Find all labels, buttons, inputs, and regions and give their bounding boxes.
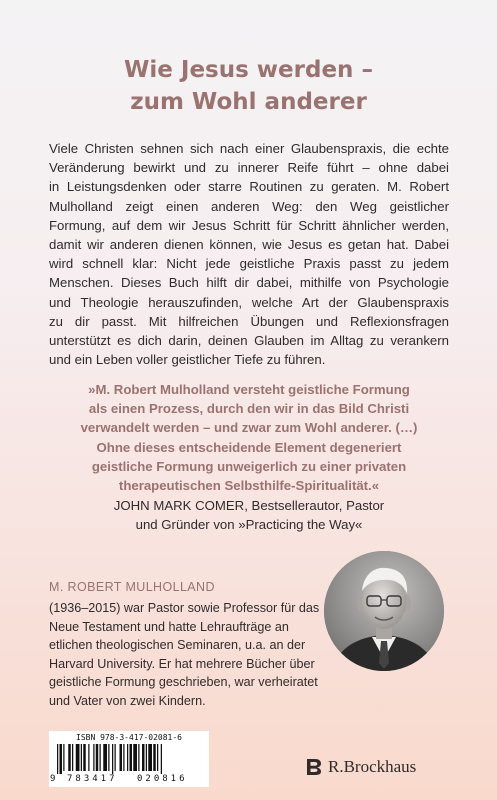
headline [0, 54, 497, 118]
blurb-line: und ein Leben voller geistlicher Tiefe zu führen. [49, 352, 326, 368]
attribution-line: JOHN MARK COMER, Bestsellerautor, Pastor [113, 498, 385, 513]
bio-line: (1936–2015) war Pastor sowie Professor für das [49, 601, 320, 615]
barcode-bar [76, 744, 80, 771]
barcode-bar [60, 744, 63, 774]
barcode-bar [148, 744, 152, 771]
barcode-bar [130, 744, 133, 771]
publisher-name: R.Brockhaus [328, 757, 417, 776]
barcode-bar [138, 744, 139, 771]
barcode-bar [153, 744, 156, 771]
barcode-bar [88, 744, 89, 771]
attribution-line: und Gründer von »Practicing the Way« [135, 517, 363, 533]
quote-line: therapeutischen Selbsthilfe-Spiritualität.« [118, 478, 380, 494]
author-bio [49, 599, 319, 711]
ean-digits [49, 774, 209, 786]
blurb-line: unterstützt es dich darin, deinen Glauben im Alltag zu verankern [49, 333, 449, 349]
blurb-line: Viele Christen sehnen sich nach einer Glaubenspraxis, die echte [49, 141, 449, 156]
blurb-line: zu dir passt. Mit hilfreichen Übungen und Reflexionsfragen [49, 313, 449, 329]
barcode-bar [161, 744, 162, 774]
barcode [49, 731, 209, 787]
quote-line: geistliche Formung unweigerlich zu einer privaten [91, 458, 407, 474]
author-portrait [324, 551, 444, 671]
barcode-bar [63, 744, 64, 771]
blurb-line: Formung, auf dem wir Jesus Schritt für Schritt ähnlicher werden, [49, 217, 449, 233]
barcode-bar [72, 744, 73, 771]
ean-right-digits: 020816 [137, 774, 188, 784]
blurb-text [49, 139, 449, 369]
barcode-bar [68, 744, 71, 771]
quote-line: »M. Robert Mulholland versteht geistliche Formung [88, 382, 410, 397]
blurb-line: Veränderung bewirkt und zu innerer Reife führt – ohne dabei [49, 160, 449, 176]
barcode-bar [108, 744, 109, 771]
quote-line: als einen Prozess, durch den wir in das Bild Christi [88, 401, 410, 417]
blurb-line: Mulholland zeigt einen anderen Weg: den Weg geistlicher [49, 198, 449, 214]
barcode-bar [123, 744, 124, 771]
quote-line: Ohne dieses entscheidende Element degeneriert [96, 439, 402, 455]
barcode-bar [120, 744, 123, 771]
blurb-line: Menschen. Dieses Buch hilft dir dabei, mithilfe von Psychologie [49, 275, 449, 291]
blurb-line: in Leistungsdenken oder starre Routinen zu geraten. M. Robert [49, 179, 449, 195]
bio-line: Harvard University. Er hat mehrere Bücher über [49, 656, 315, 671]
author-name: M. ROBERT MULHOLLAND [49, 580, 215, 594]
barcode-bars [55, 744, 203, 774]
bio-line: und Vater von zwei Kindern. [49, 693, 206, 708]
endorsement-quote [49, 380, 449, 495]
blurb-line: und Theologie herauszufinden, welche Art der Glaubenspraxis [49, 294, 449, 310]
author-photo-image [324, 551, 444, 671]
barcode-bar [103, 744, 107, 771]
ean-first-digit: 9 [50, 774, 56, 784]
ean-left-digits: 783417 [67, 774, 118, 784]
barcode-bar [83, 744, 86, 771]
barcode-bar [142, 744, 145, 771]
blurb-line: damit wir anderen dienen können, wie Jesus es getan hat. Dabei [49, 237, 449, 253]
barcode-bar [112, 744, 113, 774]
bio-line: etlichen theologischen Seminaren, u.a. an der [49, 638, 306, 653]
endorsement-attribution [49, 496, 449, 534]
barcode-bar [93, 744, 94, 771]
r-brockhaus-logo-icon [305, 758, 323, 776]
quote-line: verwandelt werden – und zwar zum Wohl anderer. (…) [80, 420, 418, 436]
barcode-bar [81, 744, 82, 771]
barcode-bar [127, 744, 128, 771]
barcode-bar [115, 744, 116, 771]
blurb-line: wird schnell klar: Nicht jede geistliche Praxis passt zu jedem [49, 256, 449, 272]
publisher-mark [305, 755, 416, 779]
barcode-bar [96, 744, 99, 771]
headline-line-1: Wie Jesus werden – [124, 57, 373, 83]
bio-line: Neue Testament und hatte Lehraufträge an [49, 619, 289, 634]
headline-line-2: zum Wohl anderer [130, 89, 367, 115]
barcode-bar [100, 744, 101, 771]
bio-line: geistliche Formung geschrieben, war verheiratet [49, 675, 318, 690]
barcode-bar [157, 744, 158, 771]
barcode-bar [133, 744, 137, 771]
isbn-number: ISBN 978-3-417-02081-6 [76, 733, 182, 742]
barcode-bar [146, 744, 147, 771]
barcode-bar [57, 744, 58, 774]
